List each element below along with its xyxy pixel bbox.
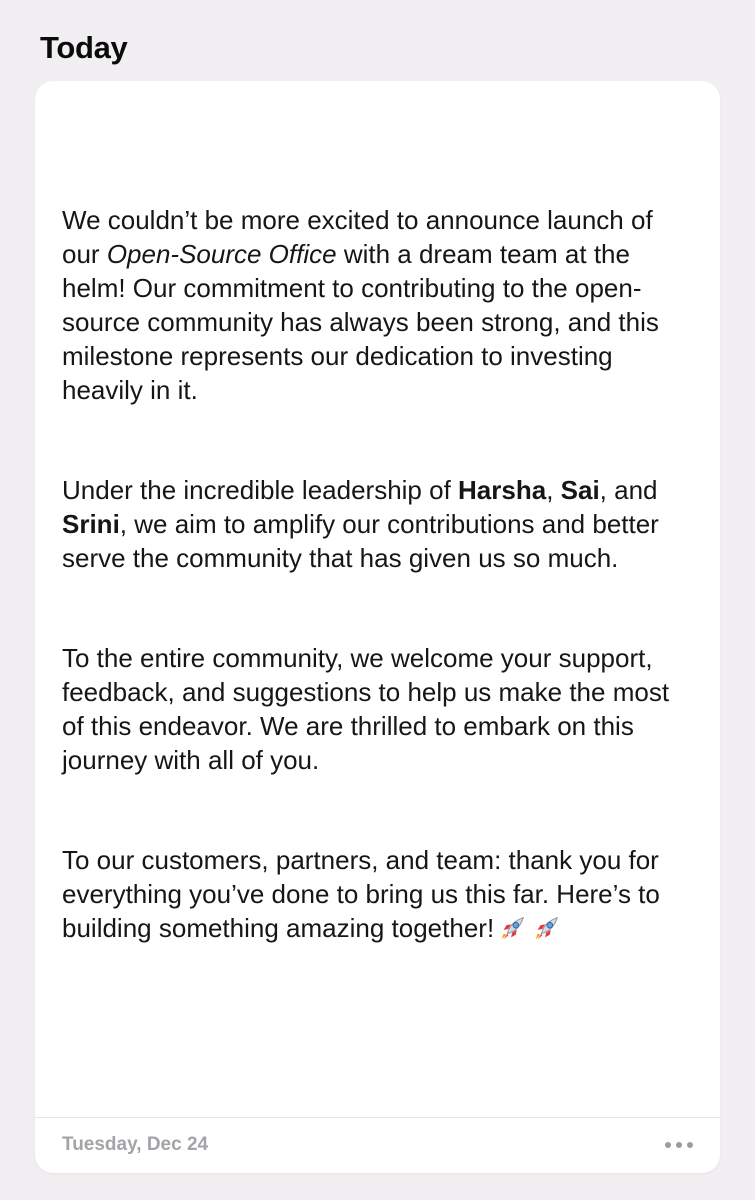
note-paragraph-2 [62, 473, 692, 575]
note-body[interactable] [62, 203, 692, 1011]
paragraph-1-text-start: We couldn’t be more excited to announce launch of our [62, 205, 653, 269]
paragraph-2-text-start: Under the incredible leadership of [62, 475, 459, 505]
note-card[interactable] [35, 81, 720, 1173]
paragraph-2-text-end: , we aim to amplify our contributions and better serve the community that has given us so much. [62, 509, 659, 573]
ellipsis-icon [676, 1142, 682, 1148]
paragraph-1-text-end: with a dream team at the helm! Our commitment to contributing to the open-source community has always been strong, and this milestone represents our dedication to investing heavily in it. [62, 239, 659, 405]
note-paragraph-3: To the entire community, we welcome your support, feedback, and suggestions to help us make the most of this endeavor. We are thrilled to embark on this journey with all of you. [62, 643, 670, 775]
leader-separator-2: , and [599, 475, 658, 505]
leader-name-harsha: Harsha [458, 475, 547, 505]
note-paragraph-4 [62, 843, 692, 945]
paragraph-4-text: To our customers, partners, and team: thank you for everything you’ve done to bring us this far. Here’s to building something amazing together! [62, 845, 660, 943]
more-options-button[interactable] [659, 1136, 693, 1154]
ellipsis-icon [687, 1142, 693, 1148]
leader-name-srini: Srini [62, 509, 120, 539]
rocket-icon [532, 913, 562, 943]
leader-name-sai: Sai [560, 475, 600, 505]
note-date: Tuesday, Dec 24 [62, 1134, 209, 1155]
note-paragraph-1 [62, 203, 692, 407]
page-title: Today [40, 30, 128, 65]
leader-separator-1: , [546, 475, 561, 505]
open-source-office-emphasis: Open-Source Office [106, 239, 337, 269]
ellipsis-icon [665, 1142, 671, 1148]
note-footer [62, 1117, 693, 1173]
rocket-icon [498, 913, 528, 943]
